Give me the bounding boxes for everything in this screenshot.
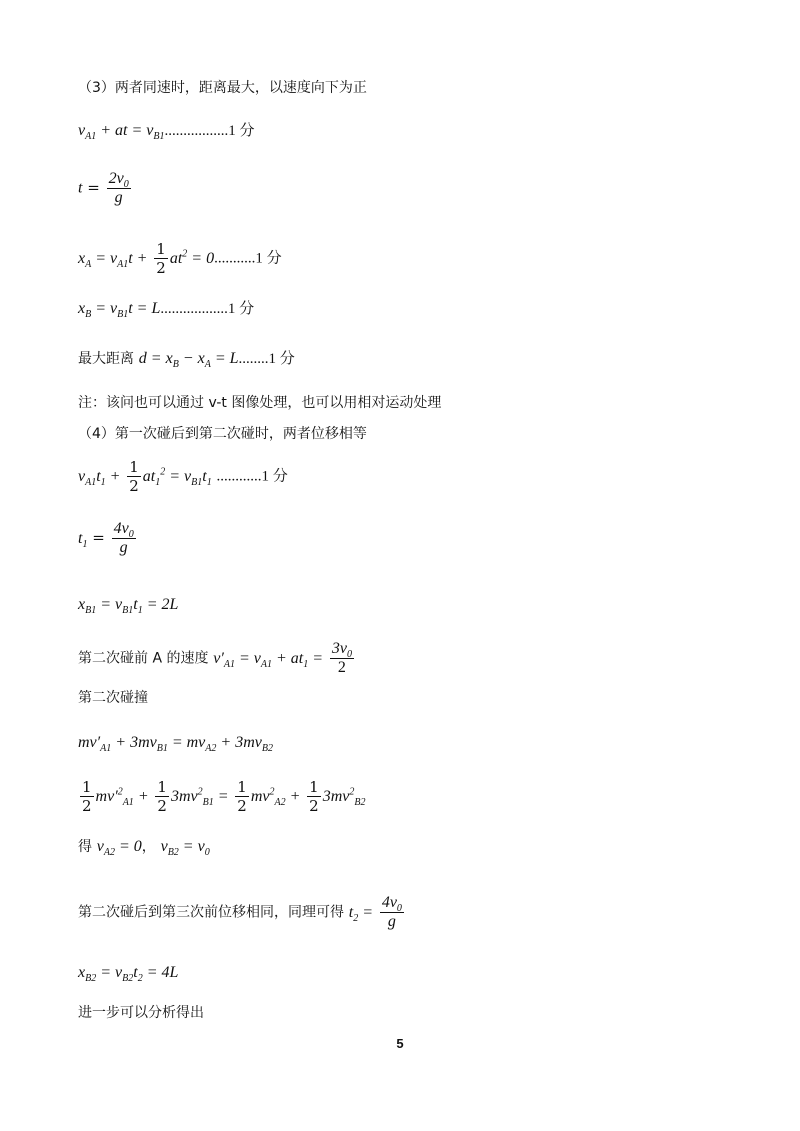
equation-energy: $\frac{1}{2}$ $mv'^2_{A1}$ + $\frac{1}{2}$ $3mv^2_{B1}$ = $\frac{1}{2}$ $mv^2_{A2}$ + $\frac{1}{2}$ $3mv^2_{B2}$ [82,778,366,815]
equation-max-distance: 最大距离 $d = x_B - x_A = L........1$ 分 [78,350,295,371]
score-marker: ...........1 分 [214,250,282,267]
t2-label: 第二次碰后到第三次前位移相同，同理可得 [78,904,344,921]
score-marker: ..................1 分 [160,301,255,317]
equation-displacement-equal: $v_{A1}t_1$ + $\frac{1}{2}$ $at_1^2 = v_{B1}t_1$ ............1 分 [78,458,288,495]
score-marker: ........1 分 [238,351,295,367]
equation-time: t = $\frac{2v_0}{g}$ [78,170,129,206]
equation-t2: 第二次碰后到第三次前位移相同，同理可得 $t_2$ = $\frac{4v_0}{g}$ [78,894,402,930]
equation-t1: $t_1$ = $\frac{4v_0}{g}$ [78,520,134,556]
section-4-heading: （4）第一次碰后到第二次碰时，两者位移相等 [78,426,367,442]
section-3-heading: （3）两者同速时，距离最大，以速度向下为正 [78,80,367,96]
result-label: 得 [78,839,92,855]
equation-xa: $x_A = v_{A1}t$ + $\frac{1}{2}$ $at^2 = 0...........1$ 分 [78,240,282,277]
conclusion-text: 进一步可以分析得出 [78,1005,204,1021]
equation-result: 得 $v_{A2} = 0$， $v_{B2} = v_0$ [78,838,210,859]
score-marker: ............1 分 [216,468,288,485]
equation-xb1: $x_{B1} = v_{B1}t_1 = 2L$ [78,596,179,617]
second-collision-label: 第二次碰撞 [78,690,148,706]
equation-xb: $x_B = v_{B1}t = L..................1$ 分 [78,300,255,321]
equation-va1-prime: 第二次碰前 A 的速度 $v'_{A1} = v_{A1} + at_1$ = $\frac{3v_0}{2}$ [78,640,352,676]
speed-before-second-collision-label: 第二次碰前 A 的速度 [78,650,209,667]
note-text: 注：该问也可以通过 v-t 图像处理，也可以用相对运动处理 [78,395,442,411]
equation-xb2: $x_{B2} = v_{B2}t_2 = 4L$ [78,964,179,985]
score-marker: .................1 分 [164,123,255,139]
equation-momentum: $mv'_{A1} + 3mv_{B1} = mv_{A2} + 3mv_{B2}$ [78,734,273,755]
max-distance-label: 最大距离 [78,351,134,367]
equation-same-speed: $v_{A1}$ + at = $v_{B1}.................1$ 分 [78,122,255,143]
page-number: 5 [396,1036,404,1051]
